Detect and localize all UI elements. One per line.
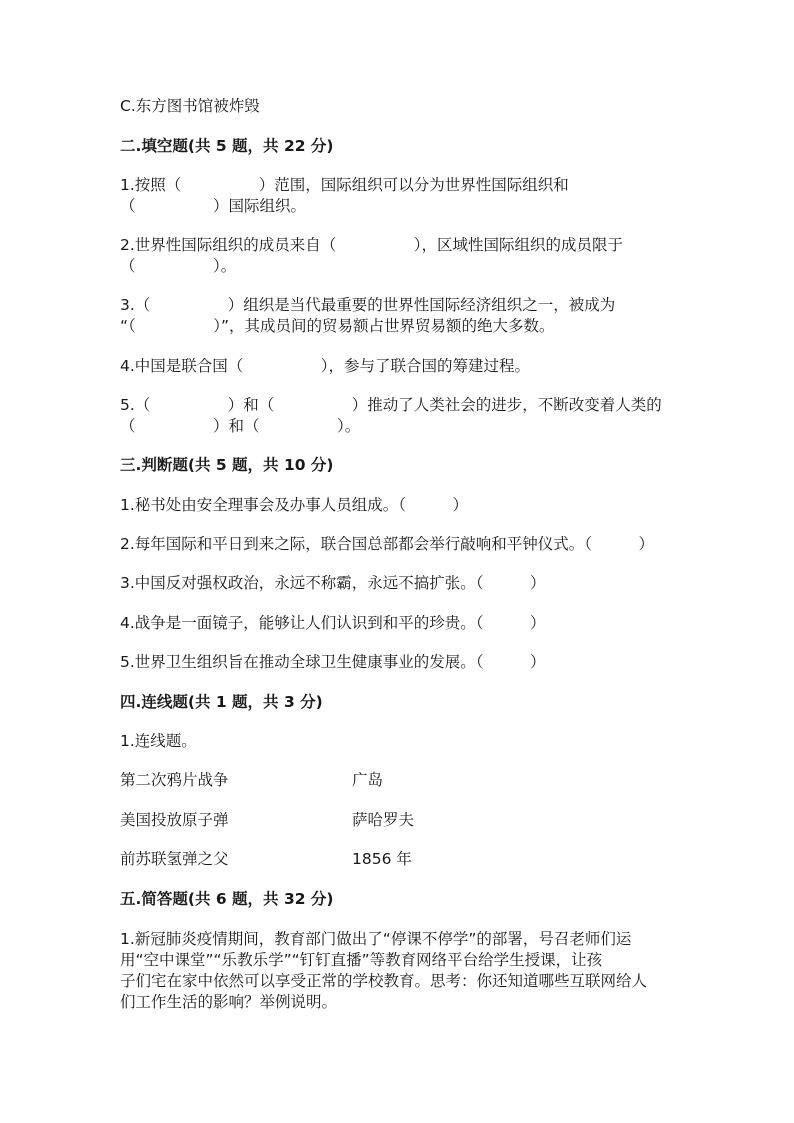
question-line: 3.中国反对强权政治，永远不称霸，永远不搞扩张。（ ） bbox=[120, 574, 546, 592]
question-line: （ ）和（ ）。 bbox=[120, 417, 361, 435]
question-line: 4.中国是联合国（ ），参与了联合国的筹建过程。 bbox=[120, 357, 531, 375]
matching-right-item: 萨哈罗夫 bbox=[352, 811, 415, 829]
section-heading-short-answer: 五.简答题(共 6 题，共 32 分) bbox=[120, 890, 334, 908]
question-line: 1.连线题。 bbox=[120, 732, 197, 750]
question-line: 1.新冠肺炎疫情期间，教育部门做出了“停课不停学”的部署，号召老师们运 bbox=[120, 930, 632, 948]
question-line: 用“空中课堂”“乐教乐学”“钉钉直播”等教育网络平台给学生授课，让孩 bbox=[120, 951, 603, 969]
question-line: 2.世界性国际组织的成员来自（ ），区域性国际组织的成员限于 bbox=[120, 236, 624, 254]
question-line: 4.战争是一面镜子，能够让人们认识到和平的珍贵。（ ） bbox=[120, 614, 546, 632]
question-line: （ ）国际组织。 bbox=[120, 197, 307, 215]
matching-right-item: 1856 年 bbox=[352, 850, 412, 868]
question-line: （ ）。 bbox=[120, 257, 237, 275]
previous-option-c: C.东方图书馆被炸毁 bbox=[120, 97, 260, 115]
question-line: 1.按照（ ）范围，国际组织可以分为世界性国际组织和 bbox=[120, 176, 569, 194]
section-heading-true-false: 三.判断题(共 5 题，共 10 分) bbox=[120, 456, 334, 474]
question-line: 5.（ ）和（ ）推动了人类社会的进步，不断改变着人类的 bbox=[120, 396, 662, 414]
matching-left-item: 美国投放原子弹 bbox=[120, 811, 229, 829]
question-line: 们工作生活的影响？举例说明。 bbox=[120, 993, 338, 1011]
matching-left-item: 第二次鸦片战争 bbox=[120, 771, 229, 789]
question-line: “（ ）”，其成员间的贸易额占世界贸易额的绝大多数。 bbox=[120, 317, 555, 335]
question-line: 子们宅在家中依然可以享受正常的学校教育。思考：你还知道哪些互联网给人 bbox=[120, 972, 648, 990]
question-line: 5.世界卫生组织旨在推动全球卫生健康事业的发展。（ ） bbox=[120, 653, 546, 671]
question-line: 1.秘书处由安全理事会及办事人员组成。（ ） bbox=[120, 496, 469, 514]
section-heading-fill-in: 二.填空题(共 5 题，共 22 分) bbox=[120, 137, 334, 155]
section-heading-matching: 四.连线题(共 1 题，共 3 分) bbox=[120, 693, 323, 711]
question-line: 2.每年国际和平日到来之际，联合国总部都会举行敲响和平钟仪式。（ ） bbox=[120, 535, 655, 553]
question-line: 3.（ ）组织是当代最重要的世界性国际经济组织之一，被成为 bbox=[120, 296, 616, 314]
matching-left-item: 前苏联氢弹之父 bbox=[120, 850, 229, 868]
matching-right-item: 广岛 bbox=[352, 771, 384, 789]
